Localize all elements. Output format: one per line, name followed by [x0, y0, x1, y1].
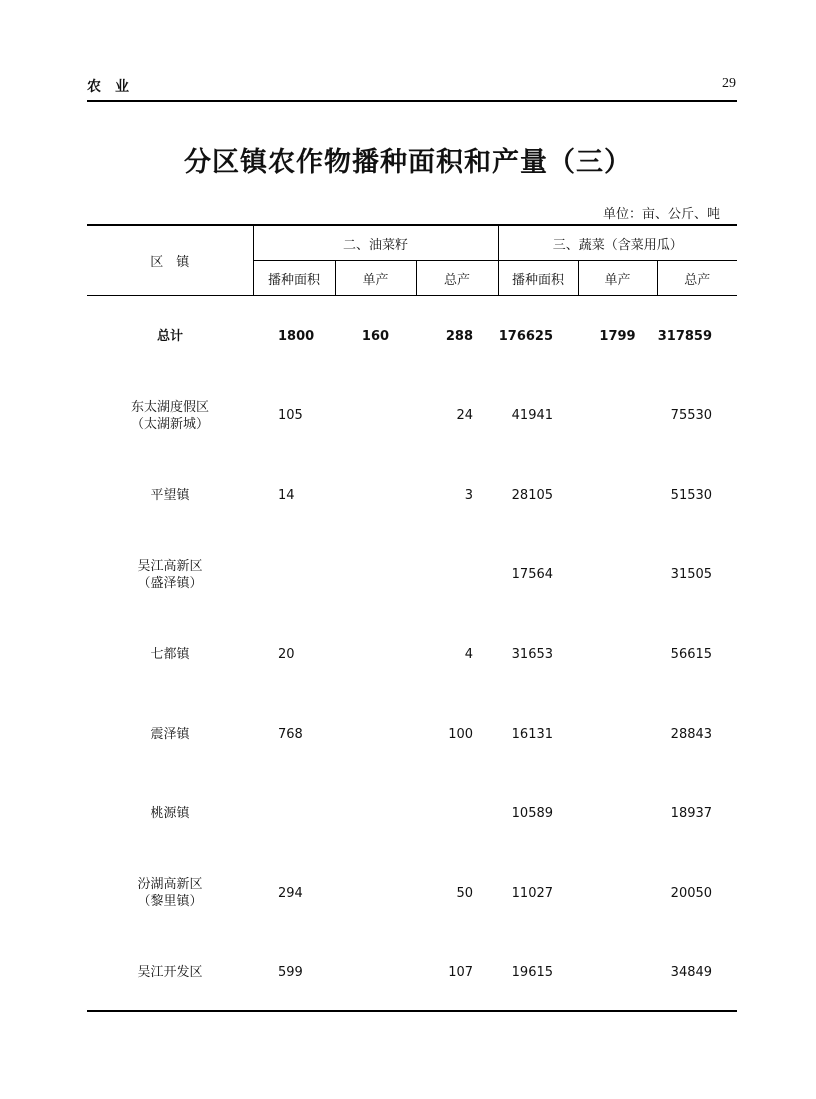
- table-cell: 31505: [670, 567, 713, 583]
- region-name: [87, 615, 253, 695]
- group-header-rapeseed: 二、油菜籽: [253, 225, 498, 261]
- table-cell: 16131: [511, 726, 554, 742]
- table-cell: [578, 774, 657, 854]
- table-cell: 17564: [511, 567, 554, 583]
- table-row: [87, 854, 737, 934]
- subheader-vegetable-yield: 单产: [578, 261, 657, 296]
- total-value: 288: [445, 328, 474, 344]
- running-head-section: 农 业: [87, 79, 129, 95]
- region-name-line: 东太湖度假区: [130, 399, 209, 415]
- page-number: 29: [722, 76, 736, 91]
- table-cell: 28843: [670, 726, 713, 742]
- table-cell: [578, 854, 657, 934]
- region-name: [87, 854, 253, 934]
- table-cell: [335, 694, 416, 774]
- table-cell: [253, 774, 335, 854]
- region-name: [87, 456, 253, 536]
- table-cell: [416, 774, 498, 854]
- table-cell: 768: [278, 726, 303, 742]
- total-value: 160: [361, 328, 390, 344]
- region-name-line: 汾湖高新区: [137, 877, 203, 893]
- table-row: [87, 933, 737, 1013]
- table-cell: 31653: [511, 647, 554, 663]
- subheader-vegetable-output: 总产: [657, 261, 737, 296]
- table-cell: 19615: [511, 965, 554, 981]
- table-cell: [578, 933, 657, 1013]
- subheader-vegetable-area: 播种面积: [498, 261, 578, 296]
- region-name-line: （黎里镇）: [137, 894, 203, 910]
- table-cell: 100: [448, 726, 474, 742]
- table-cell: 34849: [670, 965, 713, 981]
- table-cell: 20050: [670, 885, 713, 901]
- table-bottom-rule: [87, 1010, 737, 1012]
- table-cell: [578, 376, 657, 456]
- region-name-line: 七都镇: [150, 647, 190, 663]
- table-cell: [578, 615, 657, 695]
- table-cell: 41941: [511, 408, 554, 424]
- subheader-rapeseed-area: 播种面积: [253, 261, 335, 296]
- region-name-line: （太湖新城）: [130, 416, 209, 432]
- total-value: 317859: [657, 328, 713, 344]
- table-cell: 294: [278, 885, 303, 901]
- table-cell: 105: [278, 408, 303, 424]
- crop-statistics-table: [87, 224, 737, 1013]
- subheader-rapeseed-yield: 单产: [335, 261, 416, 296]
- table-cell: 10589: [511, 806, 554, 822]
- unit-label: 单位：亩、公斤、吨: [602, 207, 720, 222]
- region-name-line: 震泽镇: [150, 726, 190, 742]
- table-cell: [335, 933, 416, 1013]
- table-cell: 3: [464, 487, 474, 503]
- table-cell: 24: [456, 408, 474, 424]
- table-cell: [416, 535, 498, 615]
- table-cell: 28105: [511, 487, 554, 503]
- total-label: 总计: [156, 328, 183, 344]
- page-title: 分区镇农作物播种面积和产量（三）: [184, 147, 632, 178]
- region-name-line: 吴江开发区: [137, 965, 203, 981]
- region-name: [87, 774, 253, 854]
- region-name: [87, 933, 253, 1013]
- table-row: [87, 615, 737, 695]
- table-cell: [253, 535, 335, 615]
- table-row: [87, 456, 737, 536]
- total-value: 1799: [599, 328, 636, 344]
- table-row: [87, 535, 737, 615]
- table-cell: [335, 376, 416, 456]
- group-header-vegetables: 三、蔬菜（含菜用瓜）: [552, 237, 683, 253]
- table-cell: 4: [464, 647, 474, 663]
- region-column-header: 区 镇: [87, 225, 253, 296]
- total-value: 176625: [498, 328, 554, 344]
- table-cell: 14: [278, 487, 295, 503]
- region-name: [87, 535, 253, 615]
- total-row: [87, 296, 737, 377]
- table-cell: [335, 774, 416, 854]
- table-row: [87, 694, 737, 774]
- table-row: [87, 376, 737, 456]
- table-cell: 50: [456, 885, 474, 901]
- total-value: 1800: [278, 328, 315, 344]
- table-cell: [578, 456, 657, 536]
- table-cell: 20: [278, 647, 295, 663]
- region-name-line: 平望镇: [150, 487, 190, 503]
- table-cell: 56615: [670, 647, 713, 663]
- table-cell: 11027: [511, 885, 554, 901]
- region-name: [87, 694, 253, 774]
- table-cell: 107: [448, 965, 474, 981]
- header-rule: [87, 100, 737, 102]
- region-name-line: 吴江高新区: [137, 558, 203, 574]
- table-cell: [335, 535, 416, 615]
- table-cell: [335, 456, 416, 536]
- table-cell: [335, 615, 416, 695]
- table-cell: 599: [278, 965, 303, 981]
- table-cell: 51530: [670, 487, 713, 503]
- region-name-line: 桃源镇: [150, 806, 190, 822]
- table-cell: 18937: [670, 806, 713, 822]
- region-name-line: （盛泽镇）: [137, 575, 203, 591]
- table-cell: 75530: [670, 408, 713, 424]
- table-cell: [335, 854, 416, 934]
- region-name: [87, 376, 253, 456]
- subheader-rapeseed-output: 总产: [416, 261, 498, 296]
- table-row: [87, 774, 737, 854]
- table-cell: [578, 694, 657, 774]
- table-cell: [578, 535, 657, 615]
